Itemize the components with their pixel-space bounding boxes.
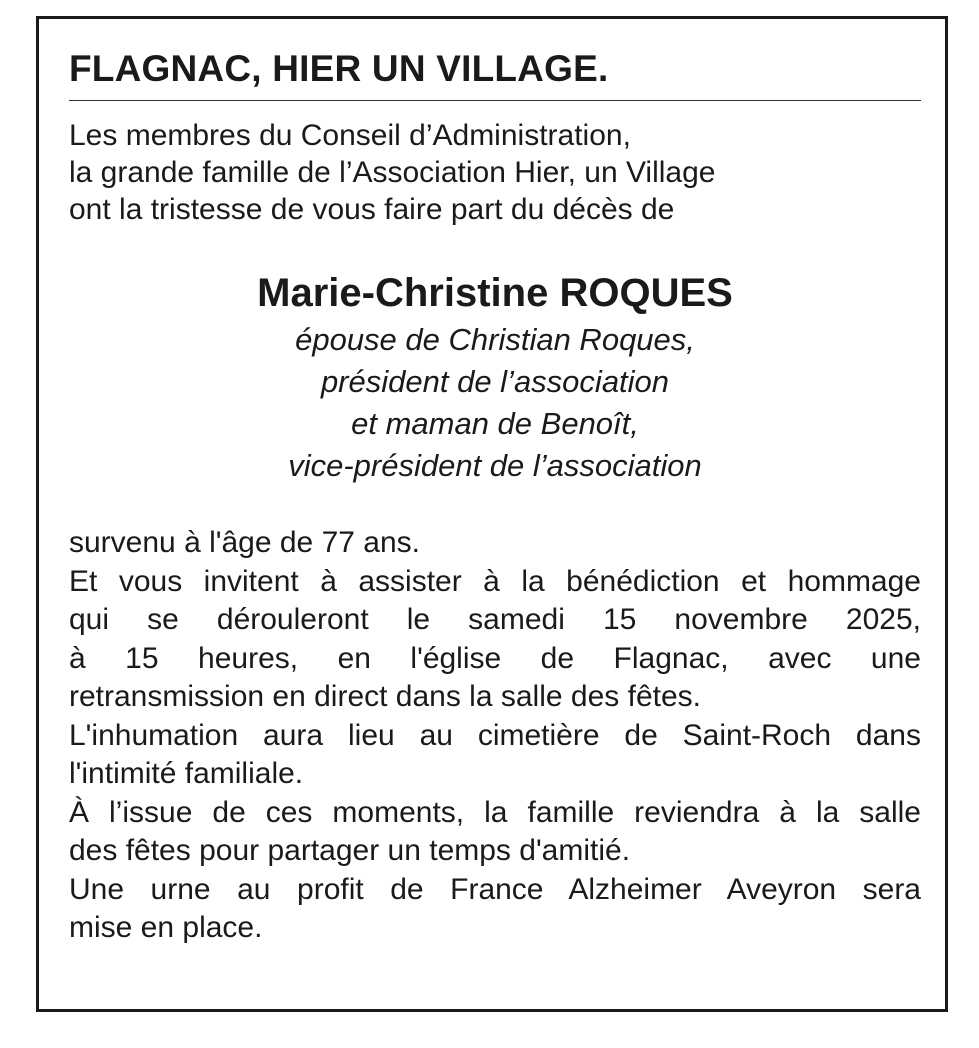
relation-line: épouse de Christian Roques, — [295, 322, 695, 357]
intro-line: la grande famille de l’Association Hier, un Village — [69, 156, 716, 189]
obituary-notice-frame — [36, 16, 948, 1012]
intro-paragraph — [69, 117, 921, 228]
body-line: mise en place. — [69, 911, 263, 944]
notice-heading: FLAGNAC, HIER UN VILLAGE. — [69, 48, 609, 89]
ceremony-details-paragraph — [69, 524, 921, 948]
intro-line: ont la tristesse de vous faire part du décès de — [69, 193, 675, 226]
relation-line: et maman de Benoît, — [351, 406, 639, 441]
body-line: Une urne au profit de France Alzheimer Aveyron sera — [69, 872, 921, 906]
deceased-name: Marie-Christine ROQUES — [257, 271, 733, 315]
relation-line: président de l’association — [320, 364, 670, 399]
deceased-block — [69, 267, 921, 487]
body-line: Et vous invitent à assister à la bénédiction et hommage — [69, 564, 921, 598]
body-line: l'intimité familiale. — [69, 757, 304, 790]
body-line: à 15 heures, en l'église de Flagnac, avec une — [69, 641, 921, 675]
body-line: des fêtes pour partager un temps d'amitié. — [69, 834, 631, 867]
relation-line: vice-président de l’association — [288, 448, 702, 483]
body-line: À l’issue de ces moments, la famille reviendra à la salle — [69, 795, 921, 829]
body-line: L'inhumation aura lieu au cimetière de Saint-Roch dans — [69, 718, 921, 752]
body-line: qui se dérouleront le samedi 15 novembre 2025, — [69, 603, 921, 636]
body-line: retransmission en direct dans la salle des fêtes. — [69, 680, 701, 713]
heading-divider — [69, 100, 921, 101]
body-line: survenu à l'âge de 77 ans. — [69, 526, 420, 559]
intro-line: Les membres du Conseil d’Administration, — [69, 119, 631, 152]
